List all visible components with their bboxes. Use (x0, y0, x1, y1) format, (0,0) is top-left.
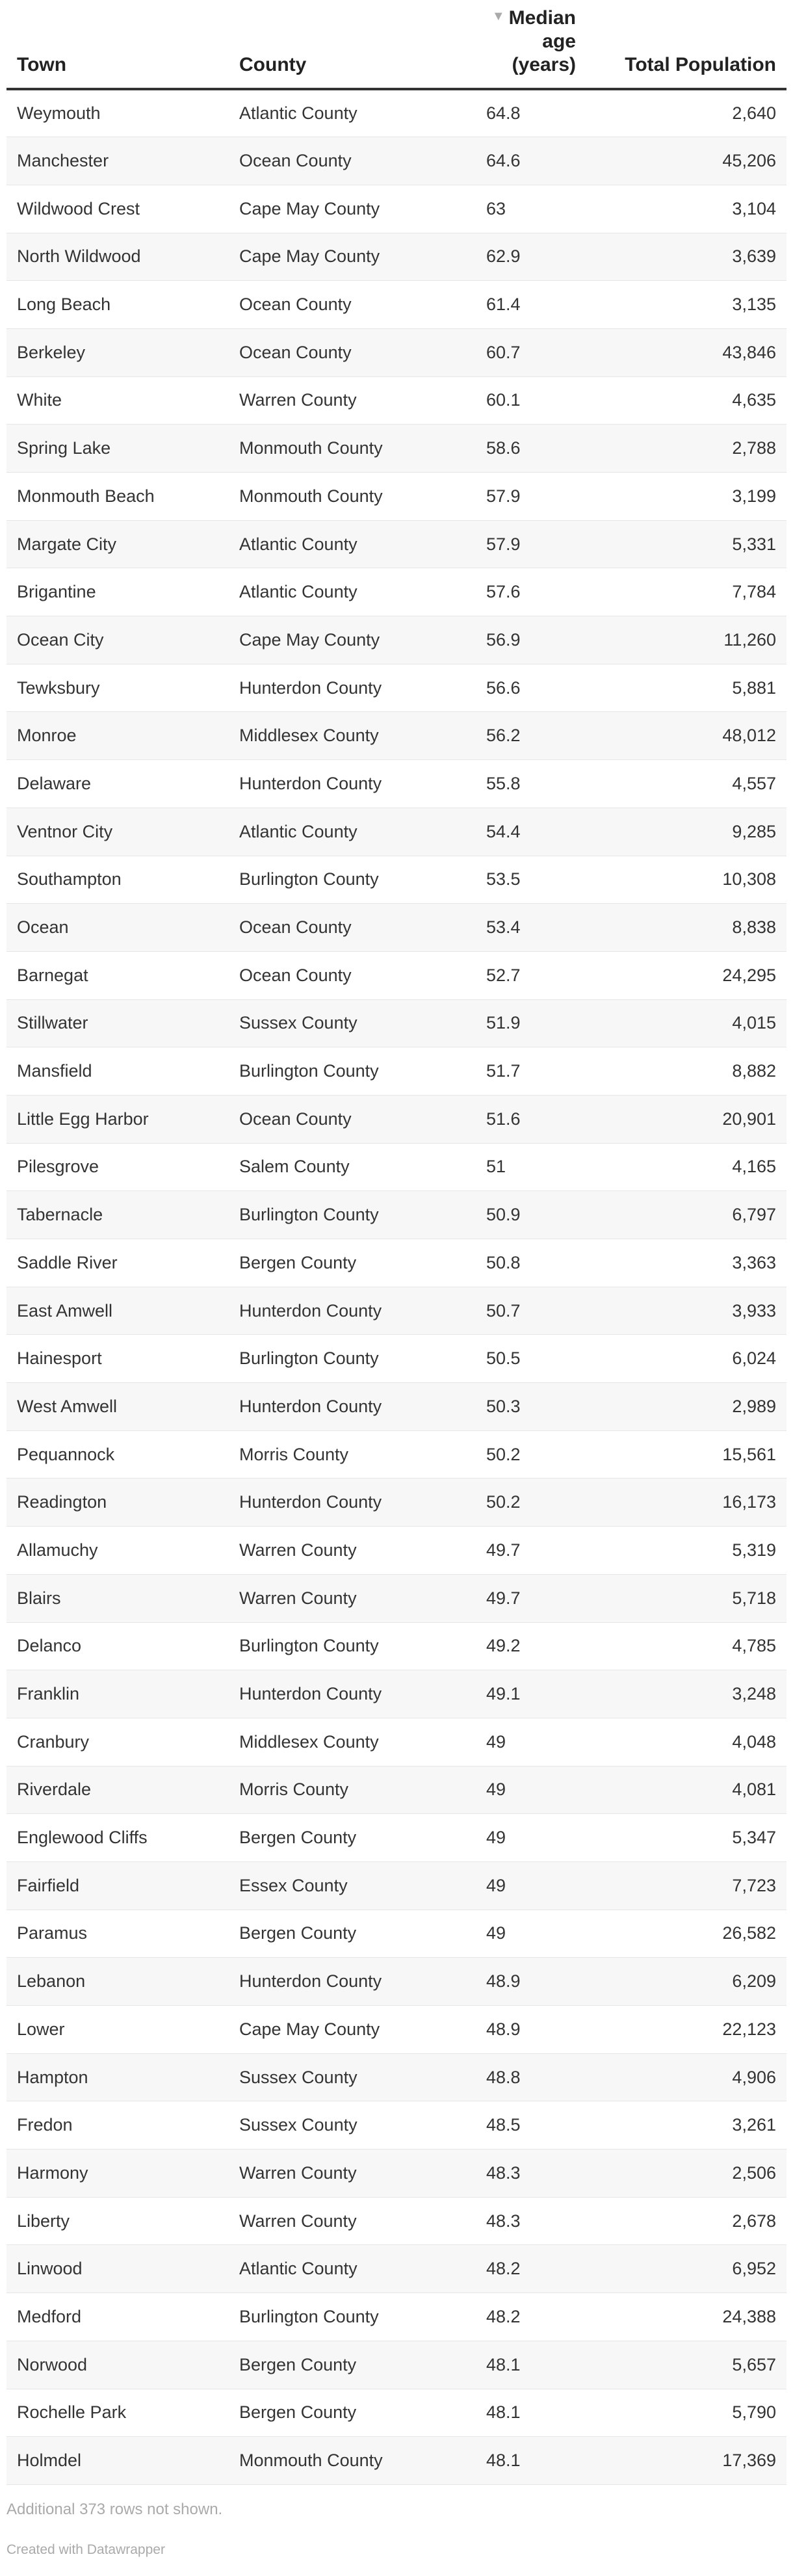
cell-county: Ocean County (239, 342, 352, 362)
cell-median-age: 49 (486, 1875, 506, 1895)
table-row (6, 2293, 786, 2341)
cell-median-age: 48.3 (486, 2211, 521, 2231)
table-row (6, 616, 786, 664)
cell-town: Delanco (17, 1636, 82, 1656)
cell-total-population: 4,165 (732, 1157, 776, 1177)
cell-median-age: 49 (486, 1731, 506, 1752)
cell-total-population: 3,639 (732, 246, 776, 267)
cell-total-population: 7,723 (732, 1875, 776, 1895)
cell-median-age: 58.6 (486, 438, 521, 458)
cell-total-population: 3,104 (732, 198, 776, 218)
cell-median-age: 51 (486, 1157, 506, 1177)
cell-county: Burlington County (239, 1348, 379, 1369)
table-row (6, 2197, 786, 2245)
cell-median-age: 49.1 (486, 1684, 521, 1704)
cell-total-population: 24,388 (722, 2306, 776, 2326)
cell-county: Monmouth County (239, 438, 383, 458)
cell-median-age: 49.7 (486, 1540, 521, 1560)
cell-total-population: 5,881 (732, 677, 776, 698)
cell-town: Delaware (17, 773, 92, 793)
cell-town: Brigantine (17, 582, 96, 602)
cell-median-age: 49 (486, 1923, 506, 1943)
cell-county: Hunterdon County (239, 1684, 382, 1704)
cell-median-age: 61.4 (486, 295, 521, 315)
cell-median-age: 48.9 (486, 1971, 521, 1991)
cell-total-population: 4,557 (732, 773, 776, 793)
cell-total-population: 2,640 (732, 103, 776, 124)
cell-county: Burlington County (239, 1205, 379, 1225)
column-header-median-age-label-line1: Median age (508, 7, 576, 52)
cell-county: Hunterdon County (239, 773, 382, 793)
cell-median-age: 48.2 (486, 2259, 521, 2279)
cell-town: Tewksbury (17, 677, 100, 698)
cell-total-population: 16,173 (722, 1492, 776, 1512)
cell-median-age: 53.4 (486, 917, 521, 938)
table-row (6, 2389, 786, 2437)
cell-town: Harmony (17, 2162, 88, 2183)
table-row (6, 185, 786, 233)
table-row (6, 760, 786, 808)
cell-median-age: 50.2 (486, 1444, 521, 1464)
cell-county: Bergen County (239, 1252, 357, 1272)
cell-town: Englewood Cliffs (17, 1828, 148, 1848)
table-row (6, 1574, 786, 1622)
table-row (6, 808, 786, 856)
cell-county: Warren County (239, 1588, 357, 1608)
cell-median-age: 60.1 (486, 390, 521, 410)
cell-county: Ocean County (239, 295, 352, 315)
cell-total-population: 5,319 (732, 1540, 776, 1560)
table-row (6, 951, 786, 999)
table-row (6, 233, 786, 281)
cell-town: Spring Lake (17, 438, 111, 458)
cell-town: Hampton (17, 2067, 88, 2087)
cell-county: Monmouth County (239, 2451, 383, 2471)
cell-town: Linwood (17, 2259, 83, 2279)
table-row (6, 1239, 786, 1287)
cell-total-population: 20,901 (722, 1109, 776, 1129)
table-row (6, 2437, 786, 2485)
table-row (6, 1670, 786, 1718)
cell-county: Ocean County (239, 917, 352, 938)
table-row (6, 2149, 786, 2198)
cell-median-age: 48.1 (486, 2451, 521, 2471)
cell-town: Lower (17, 2019, 65, 2039)
table-row (6, 2053, 786, 2101)
cell-total-population: 3,248 (732, 1684, 776, 1704)
cell-county: Atlantic County (239, 821, 358, 841)
cell-county: Cape May County (239, 2019, 380, 2039)
column-header-town-label: Town (17, 54, 67, 75)
cell-total-population: 5,657 (732, 2354, 776, 2374)
cell-median-age: 56.9 (486, 629, 521, 650)
cell-town: Manchester (17, 151, 109, 171)
cell-county: Bergen County (239, 2402, 357, 2423)
cell-county: Hunterdon County (239, 1300, 382, 1321)
data-table (6, 0, 786, 2485)
cell-town: Wildwood Crest (17, 198, 140, 218)
cell-county: Middlesex County (239, 726, 379, 746)
cell-total-population: 3,261 (732, 2115, 776, 2135)
cell-town: Cranbury (17, 1731, 90, 1752)
cell-total-population: 6,024 (732, 1348, 776, 1369)
cell-county: Ocean County (239, 151, 352, 171)
cell-median-age: 50.3 (486, 1396, 521, 1416)
table-row (6, 1958, 786, 2006)
cell-median-age: 56.2 (486, 726, 521, 746)
cell-town: Saddle River (17, 1252, 118, 1272)
cell-county: Ocean County (239, 1109, 352, 1129)
table-row (6, 1335, 786, 1383)
cell-town: Fairfield (17, 1875, 80, 1895)
cell-county: Essex County (239, 1875, 348, 1895)
cell-county: Atlantic County (239, 2259, 358, 2279)
table-row (6, 281, 786, 329)
cell-total-population: 3,199 (732, 486, 776, 506)
table-row (6, 1622, 786, 1670)
cell-county: Warren County (239, 390, 357, 410)
cell-total-population: 2,506 (732, 2162, 776, 2183)
table-row (6, 1287, 786, 1335)
cell-county: Middlesex County (239, 1731, 379, 1752)
cell-county: Atlantic County (239, 582, 358, 602)
cell-total-population: 7,784 (732, 582, 776, 602)
cell-median-age: 62.9 (486, 246, 521, 267)
rows-not-shown-note: Additional 373 rows not shown. (6, 2500, 223, 2518)
cell-town: Little Egg Harbor (17, 1109, 149, 1129)
cell-total-population: 24,295 (722, 965, 776, 985)
cell-town: Ocean (17, 917, 69, 938)
table-row (6, 1191, 786, 1239)
cell-county: Burlington County (239, 2306, 379, 2326)
cell-town: Rochelle Park (17, 2402, 127, 2423)
cell-county: Sussex County (239, 2115, 358, 2135)
cell-median-age: 48.9 (486, 2019, 521, 2039)
cell-town: Southampton (17, 869, 122, 889)
cell-county: Burlington County (239, 1636, 379, 1656)
cell-total-population: 5,347 (732, 1828, 776, 1848)
cell-county: Morris County (239, 1780, 349, 1800)
cell-county: Atlantic County (239, 534, 358, 554)
cell-median-age: 49.7 (486, 1588, 521, 1608)
table-row (6, 568, 786, 616)
cell-total-population: 5,331 (732, 534, 776, 554)
table-row (6, 1861, 786, 1910)
cell-total-population: 48,012 (722, 726, 776, 746)
cell-town: Mansfield (17, 1061, 92, 1081)
cell-total-population: 4,906 (732, 2067, 776, 2087)
cell-county: Hunterdon County (239, 677, 382, 698)
cell-town: White (17, 390, 62, 410)
cell-county: Hunterdon County (239, 1396, 382, 1416)
cell-total-population: 3,363 (732, 1252, 776, 1272)
cell-total-population: 4,635 (732, 390, 776, 410)
cell-median-age: 50.2 (486, 1492, 521, 1512)
column-header-total-population-label: Total Population (625, 54, 776, 75)
cell-median-age: 57.6 (486, 582, 521, 602)
sort-descending-icon: ▼ (491, 9, 505, 23)
cell-median-age: 49 (486, 1780, 506, 1800)
cell-median-age: 57.9 (486, 486, 521, 506)
table-row (6, 712, 786, 760)
cell-town: Barnegat (17, 965, 88, 985)
cell-county: Burlington County (239, 869, 379, 889)
cell-total-population: 4,081 (732, 1780, 776, 1800)
cell-county: Sussex County (239, 1013, 358, 1033)
cell-total-population: 26,582 (722, 1923, 776, 1943)
table-row (6, 425, 786, 473)
cell-county: Warren County (239, 1540, 357, 1560)
cell-county: Hunterdon County (239, 1492, 382, 1512)
cell-median-age: 48.1 (486, 2354, 521, 2374)
cell-county: Morris County (239, 1444, 349, 1464)
cell-median-age: 48.8 (486, 2067, 521, 2087)
cell-town: Riverdale (17, 1780, 92, 1800)
cell-total-population: 10,308 (722, 869, 776, 889)
datawrapper-credit: Created with Datawrapper (6, 2542, 165, 2557)
table-row (6, 137, 786, 185)
cell-total-population: 11,260 (723, 629, 776, 650)
cell-median-age: 50.9 (486, 1205, 521, 1225)
table-row (6, 520, 786, 568)
table-row (6, 328, 786, 376)
cell-median-age: 49 (486, 1828, 506, 1848)
cell-total-population: 17,369 (722, 2451, 776, 2471)
cell-total-population: 4,048 (732, 1731, 776, 1752)
cell-county: Atlantic County (239, 103, 358, 124)
cell-town: Readington (17, 1492, 107, 1512)
cell-median-age: 48.5 (486, 2115, 521, 2135)
cell-county: Ocean County (239, 965, 352, 985)
table-row (6, 1143, 786, 1191)
table-row (6, 1383, 786, 1431)
cell-town: East Amwell (17, 1300, 113, 1321)
cell-median-age: 60.7 (486, 342, 521, 362)
cell-town: Fredon (17, 2115, 73, 2135)
cell-median-age: 51.6 (486, 1109, 521, 1129)
cell-town: Ocean City (17, 629, 104, 650)
cell-county: Burlington County (239, 1061, 379, 1081)
table-row (6, 2245, 786, 2293)
table-row (6, 1430, 786, 1479)
cell-total-population: 2,678 (732, 2211, 776, 2231)
table-row (6, 473, 786, 521)
cell-total-population: 8,882 (732, 1061, 776, 1081)
cell-median-age: 48.2 (486, 2306, 521, 2326)
cell-total-population: 9,285 (732, 821, 776, 841)
cell-town: Monroe (17, 726, 77, 746)
table-row (6, 1910, 786, 1958)
table-row (6, 999, 786, 1047)
cell-town: Medford (17, 2306, 82, 2326)
cell-county: Cape May County (239, 629, 380, 650)
cell-town: Paramus (17, 1923, 88, 1943)
cell-median-age: 50.7 (486, 1300, 521, 1321)
cell-town: Liberty (17, 2211, 70, 2231)
cell-county: Monmouth County (239, 486, 383, 506)
cell-town: Margate City (17, 534, 117, 554)
table-row (6, 1814, 786, 1862)
table-row (6, 1718, 786, 1766)
cell-town: Allamuchy (17, 1540, 98, 1560)
cell-town: Holmdel (17, 2451, 82, 2471)
table-body (6, 89, 786, 2484)
cell-town: Ventnor City (17, 821, 113, 841)
cell-town: Hainesport (17, 1348, 102, 1369)
cell-total-population: 5,790 (732, 2402, 776, 2423)
cell-county: Hunterdon County (239, 1971, 382, 1991)
cell-county: Warren County (239, 2162, 357, 2183)
table-row (6, 2341, 786, 2389)
cell-total-population: 3,933 (732, 1300, 776, 1321)
cell-town: Stillwater (17, 1013, 88, 1033)
cell-total-population: 3,135 (732, 295, 776, 315)
cell-town: Long Beach (17, 295, 111, 315)
column-header-total-population[interactable] (586, 0, 786, 89)
cell-county: Salem County (239, 1157, 350, 1177)
cell-county: Cape May County (239, 198, 380, 218)
cell-town: Monmouth Beach (17, 486, 155, 506)
cell-total-population: 43,846 (722, 342, 776, 362)
cell-median-age: 53.5 (486, 869, 521, 889)
table-row (6, 1095, 786, 1143)
column-header-median-age[interactable] (443, 0, 586, 89)
cell-county: Warren County (239, 2211, 357, 2231)
cell-median-age: 48.3 (486, 2162, 521, 2183)
column-header-county[interactable] (229, 0, 443, 89)
cell-total-population: 4,015 (732, 1013, 776, 1033)
cell-median-age: 64.6 (486, 151, 521, 171)
cell-town: North Wildwood (17, 246, 141, 267)
cell-median-age: 57.9 (486, 534, 521, 554)
cell-town: Pilesgrove (17, 1157, 99, 1177)
cell-median-age: 50.8 (486, 1252, 521, 1272)
table-row (6, 2006, 786, 2054)
cell-total-population: 6,797 (732, 1205, 776, 1225)
cell-total-population: 15,561 (722, 1444, 776, 1464)
cell-total-population: 6,952 (732, 2259, 776, 2279)
cell-county: Bergen County (239, 2354, 357, 2374)
cell-county: Cape May County (239, 246, 380, 267)
cell-total-population: 45,206 (722, 151, 776, 171)
cell-town: Pequannock (17, 1444, 115, 1464)
cell-median-age: 56.6 (486, 677, 521, 698)
cell-county: Bergen County (239, 1828, 357, 1848)
table-row (6, 664, 786, 712)
table-header (6, 0, 786, 89)
cell-total-population: 8,838 (732, 917, 776, 938)
cell-total-population: 5,718 (732, 1588, 776, 1608)
table-row (6, 904, 786, 952)
table-row (6, 376, 786, 425)
cell-town: Norwood (17, 2354, 88, 2374)
cell-median-age: 52.7 (486, 965, 521, 985)
cell-median-age: 64.8 (486, 103, 521, 124)
cell-town: West Amwell (17, 1396, 118, 1416)
cell-town: Franklin (17, 1684, 80, 1704)
column-header-town[interactable] (6, 0, 229, 89)
cell-town: Tabernacle (17, 1205, 103, 1225)
table-row (6, 1479, 786, 1527)
table-row (6, 2101, 786, 2149)
table-row (6, 1047, 786, 1096)
cell-town: Blairs (17, 1588, 61, 1608)
cell-county: Sussex County (239, 2067, 358, 2087)
cell-median-age: 50.5 (486, 1348, 521, 1369)
table-row (6, 856, 786, 904)
column-header-median-age-label-line2: (years) (512, 54, 576, 75)
cell-town: Lebanon (17, 1971, 86, 1991)
cell-median-age: 49.2 (486, 1636, 521, 1656)
cell-total-population: 4,785 (732, 1636, 776, 1656)
cell-total-population: 6,209 (732, 1971, 776, 1991)
column-header-county-label: County (239, 54, 307, 75)
table-row (6, 89, 786, 137)
cell-median-age: 55.8 (486, 773, 521, 793)
cell-town: Berkeley (17, 342, 86, 362)
cell-county: Bergen County (239, 1923, 357, 1943)
cell-total-population: 22,123 (722, 2019, 776, 2039)
cell-town: Weymouth (17, 103, 101, 124)
table-row (6, 1527, 786, 1575)
cell-median-age: 51.9 (486, 1013, 521, 1033)
cell-median-age: 51.7 (486, 1061, 521, 1081)
cell-median-age: 54.4 (486, 821, 521, 841)
cell-median-age: 63 (486, 198, 506, 218)
cell-median-age: 48.1 (486, 2402, 521, 2423)
cell-total-population: 2,788 (732, 438, 776, 458)
table-row (6, 1766, 786, 1814)
cell-total-population: 2,989 (732, 1396, 776, 1416)
